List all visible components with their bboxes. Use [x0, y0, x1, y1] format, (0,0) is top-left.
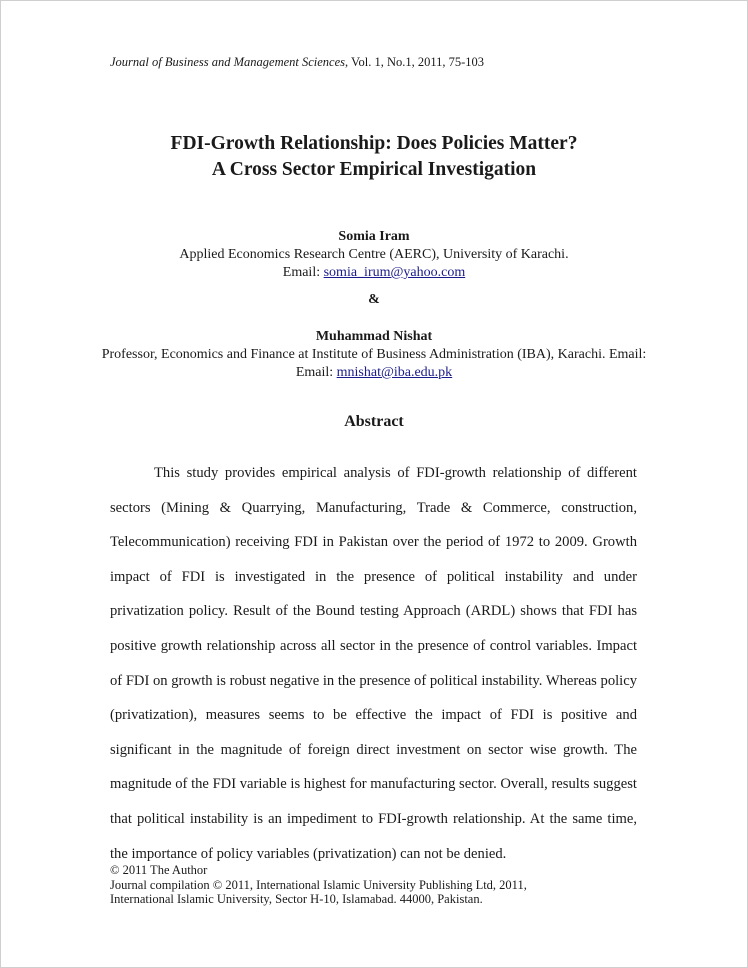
footer-address: International Islamic University, Sector H-10, Islamabad. 44000, Pakistan.	[110, 892, 483, 906]
email-label: Email:	[282, 265, 324, 280]
footer-copyright: © 2011 The Author	[110, 863, 208, 877]
author-block-1	[0, 228, 748, 282]
author-email-link[interactable]: mnishat@iba.edu.pk	[336, 365, 453, 380]
abstract-heading: Abstract	[344, 413, 404, 430]
author-name: Muhammad Nishat	[315, 329, 433, 344]
email-label: Email:	[295, 365, 337, 380]
author-separator: &	[368, 292, 380, 307]
author-email-line	[0, 364, 748, 382]
author-affiliation: Professor, Economics and Finance at Institute of Business Administration (IBA), Karachi. Email:	[101, 347, 647, 362]
title-line-1: FDI-Growth Relationship: Does Policies Matter?	[170, 133, 578, 154]
title-line-2: A Cross Sector Empirical Investigation	[211, 159, 537, 180]
journal-name: Journal of Business and Management Sciences	[110, 55, 346, 69]
footer-compilation: Journal compilation © 2011, International Islamic University Publishing Ltd, 2011,	[110, 877, 527, 892]
paper-title	[0, 131, 748, 183]
journal-header	[110, 55, 484, 70]
author-email-line	[0, 264, 748, 282]
author-email-link[interactable]: somia_irum@yahoo.com	[323, 265, 466, 280]
journal-citation: , Vol. 1, No.1, 2011, 75-103	[345, 55, 485, 69]
author-block-2	[0, 328, 748, 382]
author-name: Somia Iram	[338, 229, 410, 244]
author-affiliation: Applied Economics Research Centre (AERC), University of Karachi.	[179, 247, 569, 262]
footer-note	[110, 863, 527, 907]
abstract-text: This study provides empirical analysis of FDI-growth relationship of different sectors (Mining & Quarrying, Manufacturing, Trade & Commerce, construction, Telecommunication) receiving FDI in Pakistan over the period of 1972 to 2009. Growth impact of FDI is investigated in the presence of political instability and under privatization policy. Result of the Bound testing Approach (ARDL) shows that FDI has positive growth relationship across all sector in the presence of control variables. Impact of FDI on growth is robust negative in the presence of political instability. Whereas policy (privatization), measures seems to be effective the impact of FDI is positive and significant in the magnitude of foreign direct investment on sector wise growth. The magnitude of the FDI variable is highest for manufacturing sector. Overall, results suggest that political instability is an impediment to FDI-growth relationship. At the same time, the importance of policy variables (privatization) can not be denied.	[110, 465, 637, 862]
